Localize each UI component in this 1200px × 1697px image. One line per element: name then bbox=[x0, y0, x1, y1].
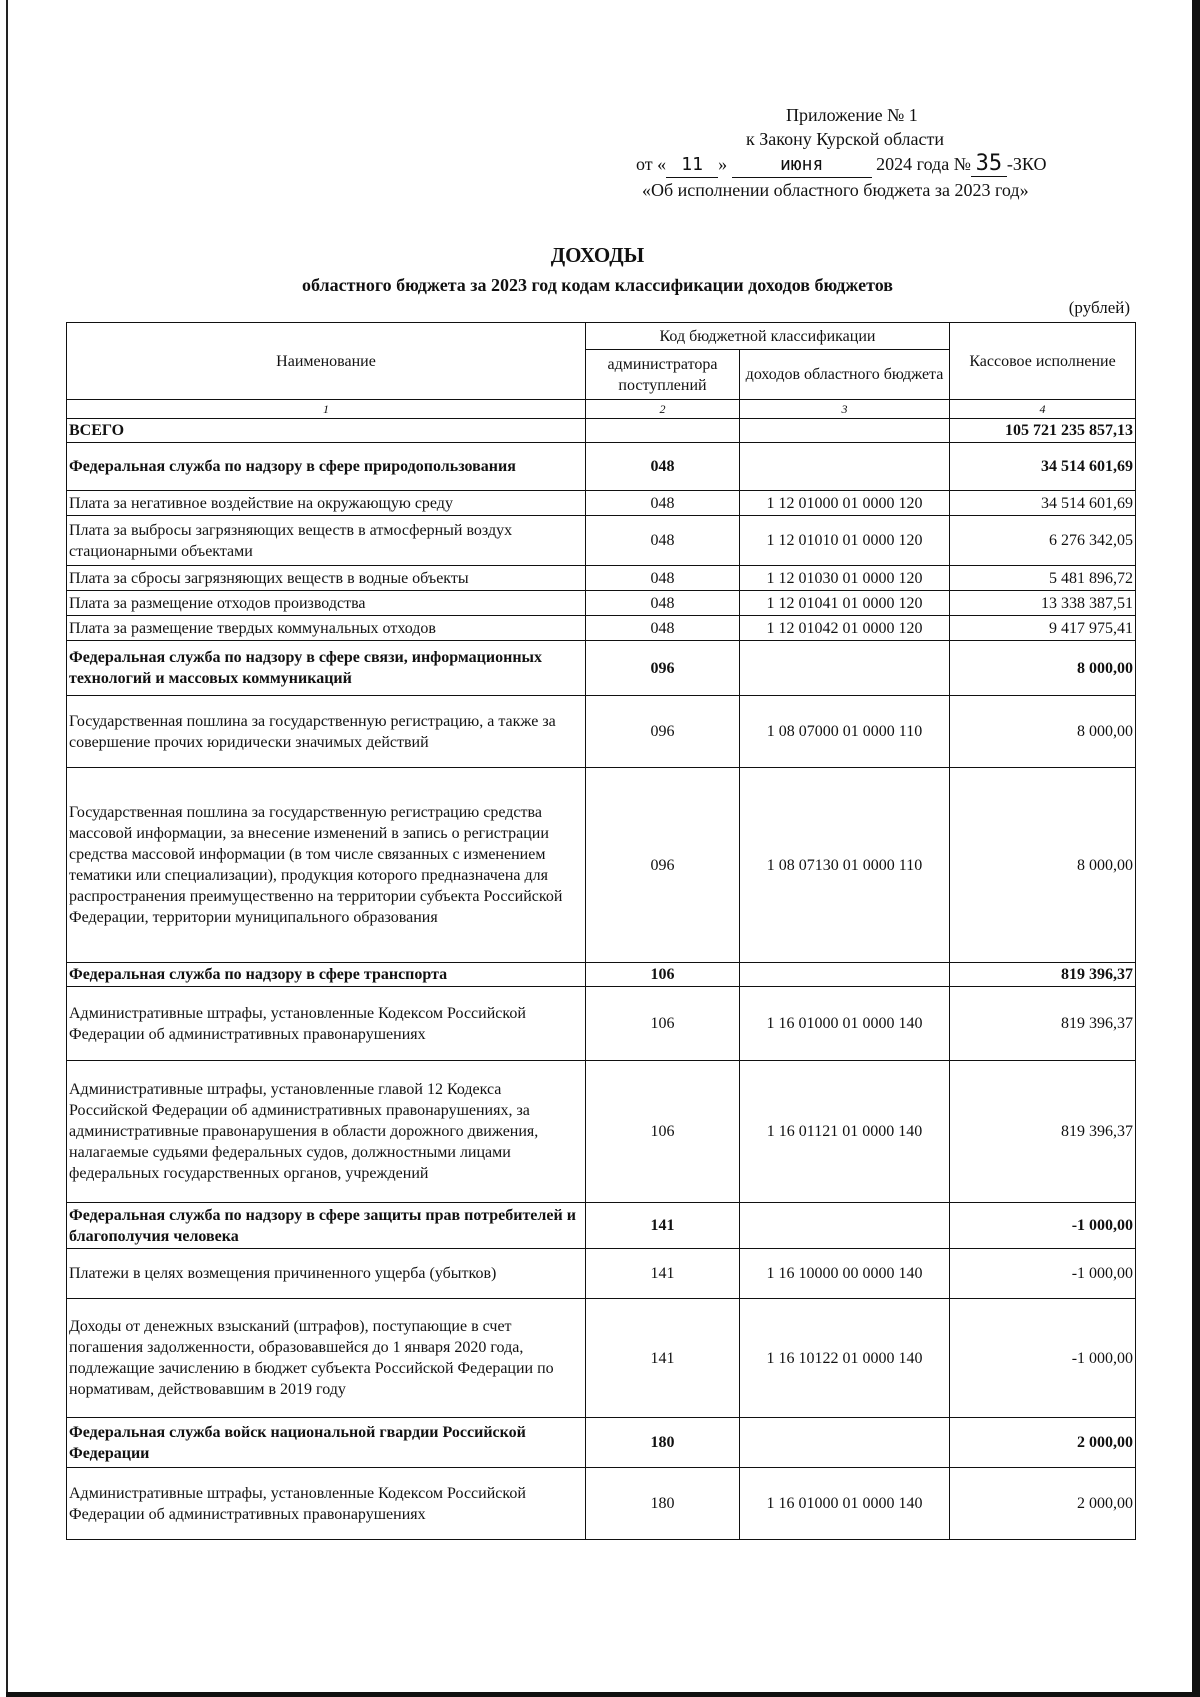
row-amount: 819 396,37 bbox=[950, 987, 1136, 1061]
col-number-3: 3 bbox=[740, 400, 950, 419]
date-year: 2024 года № bbox=[876, 154, 971, 174]
table-row bbox=[67, 987, 1136, 1061]
row-name: Государственная пошлина за государственную регистрацию средства массовой информации, за внесение изменений в запись о регистрации средства массовой информации (в том числе связанных с изменением тематики или специализации), продукция которого предназначена для распространения преимущественно на территории субъекта Российской Федерации, территории муниципального образования bbox=[67, 768, 586, 963]
header-code-group: Код бюджетной классификации bbox=[586, 323, 950, 350]
header-execution: Кассовое исполнение bbox=[950, 323, 1136, 400]
row-code: 1 08 07000 01 0000 110 bbox=[740, 696, 950, 768]
row-administrator: 048 bbox=[586, 516, 740, 566]
row-administrator: 048 bbox=[586, 443, 740, 491]
row-name: Плата за размещение отходов производства bbox=[67, 591, 586, 616]
row-code bbox=[740, 963, 950, 987]
row-amount: -1 000,00 bbox=[950, 1299, 1136, 1418]
row-administrator: 180 bbox=[586, 1468, 740, 1540]
table-row bbox=[67, 443, 1136, 491]
table-row bbox=[67, 1203, 1136, 1249]
col-number-2: 2 bbox=[586, 400, 740, 419]
table-row bbox=[67, 591, 1136, 616]
table-row bbox=[67, 491, 1136, 516]
row-amount: 819 396,37 bbox=[950, 963, 1136, 987]
row-amount: -1 000,00 bbox=[950, 1203, 1136, 1249]
table-row bbox=[67, 516, 1136, 566]
row-name: Административные штрафы, установленные Кодексом Российской Федерации об административных правонарушениях bbox=[67, 1468, 586, 1540]
row-name: Плата за сбросы загрязняющих веществ в водные объекты bbox=[67, 566, 586, 591]
row-administrator: 096 bbox=[586, 641, 740, 696]
row-name: Административные штрафы, установленные Кодексом Российской Федерации об административных правонарушениях bbox=[67, 987, 586, 1061]
row-amount: 6 276 342,05 bbox=[950, 516, 1136, 566]
page-border-bottom bbox=[6, 1692, 1200, 1697]
page-border-right bbox=[1192, 0, 1200, 1697]
table-row bbox=[67, 1418, 1136, 1468]
row-administrator: 096 bbox=[586, 696, 740, 768]
row-name: Федеральная служба войск национальной гвардии Российской Федерации bbox=[67, 1418, 586, 1468]
row-administrator: 180 bbox=[586, 1418, 740, 1468]
date-quote-close: » bbox=[718, 154, 728, 174]
row-name: Плата за негативное воздействие на окружающую среду bbox=[67, 491, 586, 516]
row-administrator: 048 bbox=[586, 616, 740, 641]
col-number-4: 4 bbox=[950, 400, 1136, 419]
row-code: 1 12 01010 01 0000 120 bbox=[740, 516, 950, 566]
row-administrator bbox=[586, 419, 740, 443]
row-code: 1 16 01121 01 0000 140 bbox=[740, 1061, 950, 1203]
header-administrator: администратора поступлений bbox=[586, 350, 740, 400]
revenue-table bbox=[66, 322, 1136, 1540]
header-income-code: доходов областного бюджета bbox=[740, 350, 950, 400]
row-administrator: 048 bbox=[586, 591, 740, 616]
row-name: Федеральная служба по надзору в сфере природопользования bbox=[67, 443, 586, 491]
row-code: 1 12 01030 01 0000 120 bbox=[740, 566, 950, 591]
row-code: 1 16 01000 01 0000 140 bbox=[740, 987, 950, 1061]
row-code bbox=[740, 419, 950, 443]
row-administrator: 141 bbox=[586, 1299, 740, 1418]
row-name: Федеральная служба по надзору в сфере защиты прав потребителей и благополучия человека bbox=[67, 1203, 586, 1249]
table-row bbox=[67, 696, 1136, 768]
row-amount: 5 481 896,72 bbox=[950, 566, 1136, 591]
table-row bbox=[67, 1249, 1136, 1299]
page-border-left bbox=[6, 0, 8, 1697]
row-amount: 8 000,00 bbox=[950, 768, 1136, 963]
row-code: 1 12 01042 01 0000 120 bbox=[740, 616, 950, 641]
row-amount: 2 000,00 bbox=[950, 1468, 1136, 1540]
appendix-law-reference: к Закону Курской области bbox=[746, 129, 944, 149]
table-row bbox=[67, 419, 1136, 443]
row-amount: 819 396,37 bbox=[950, 1061, 1136, 1203]
appendix-law-title: «Об исполнении областного бюджета за 2023 год» bbox=[642, 180, 1029, 200]
row-amount: 105 721 235 857,13 bbox=[950, 419, 1136, 443]
row-administrator: 048 bbox=[586, 566, 740, 591]
table-row bbox=[67, 566, 1136, 591]
row-amount: -1 000,00 bbox=[950, 1249, 1136, 1299]
document-subtitle: областного бюджета за 2023 год кодам классификации доходов бюджетов bbox=[301, 275, 893, 295]
row-code: 1 16 01000 01 0000 140 bbox=[740, 1468, 950, 1540]
row-administrator: 141 bbox=[586, 1249, 740, 1299]
row-name: Плата за выбросы загрязняющих веществ в атмосферный воздух стационарными объектами bbox=[67, 516, 586, 566]
row-name: Федеральная служба по надзору в сфере связи, информационных технологий и массовых коммуникаций bbox=[67, 641, 586, 696]
row-administrator: 106 bbox=[586, 963, 740, 987]
row-administrator: 096 bbox=[586, 768, 740, 963]
row-code: 1 12 01000 01 0000 120 bbox=[740, 491, 950, 516]
row-code: 1 16 10122 01 0000 140 bbox=[740, 1299, 950, 1418]
row-administrator: 106 bbox=[586, 1061, 740, 1203]
units-label: (рублей) bbox=[1068, 298, 1130, 317]
date-month: июня bbox=[732, 153, 872, 178]
row-administrator: 141 bbox=[586, 1203, 740, 1249]
col-number-1: 1 bbox=[67, 400, 586, 419]
row-code bbox=[740, 641, 950, 696]
row-amount: 34 514 601,69 bbox=[950, 491, 1136, 516]
row-code bbox=[740, 1203, 950, 1249]
row-name: Платежи в целях возмещения причиненного ущерба (убытков) bbox=[67, 1249, 586, 1299]
row-amount: 8 000,00 bbox=[950, 641, 1136, 696]
law-number: 35 bbox=[971, 152, 1007, 177]
table-row bbox=[67, 768, 1136, 963]
row-administrator: 048 bbox=[586, 491, 740, 516]
row-code bbox=[740, 443, 950, 491]
row-amount: 2 000,00 bbox=[950, 1418, 1136, 1468]
table-row bbox=[67, 616, 1136, 641]
row-name: Федеральная служба по надзору в сфере транспорта bbox=[67, 963, 586, 987]
appendix-number: Приложение № 1 bbox=[786, 105, 918, 125]
row-amount: 9 417 975,41 bbox=[950, 616, 1136, 641]
row-amount: 34 514 601,69 bbox=[950, 443, 1136, 491]
row-name: Доходы от денежных взысканий (штрафов), поступающие в счет погашения задолженности, образовавшейся до 1 января 2020 года, подлежащие зачислению в бюджет субъекта Российской Федерации по нормативам, действовавшим в 2019 году bbox=[67, 1299, 586, 1418]
table-row bbox=[67, 963, 1136, 987]
law-suffix: -ЗКО bbox=[1006, 154, 1047, 174]
row-code: 1 16 10000 00 0000 140 bbox=[740, 1249, 950, 1299]
appendix-date-line bbox=[636, 152, 1046, 178]
table-row bbox=[67, 1468, 1136, 1540]
document-title-block bbox=[60, 242, 1135, 298]
row-code: 1 08 07130 01 0000 110 bbox=[740, 768, 950, 963]
row-name: Административные штрафы, установленные главой 12 Кодекса Российской Федерации об административных правонарушениях, за административные правонарушения в области дорожного движения, налагаемые судьями федеральных судов, должностными лицами федеральных государственных органов, учреждений bbox=[67, 1061, 586, 1203]
row-administrator: 106 bbox=[586, 987, 740, 1061]
date-prefix: от « bbox=[636, 154, 667, 174]
row-name: ВСЕГО bbox=[67, 419, 586, 443]
table-row bbox=[67, 1061, 1136, 1203]
row-amount: 13 338 387,51 bbox=[950, 591, 1136, 616]
row-amount: 8 000,00 bbox=[950, 696, 1136, 768]
row-name: Плата за размещение твердых коммунальных отходов bbox=[67, 616, 586, 641]
document-title: ДОХОДЫ bbox=[550, 243, 645, 267]
row-code bbox=[740, 1418, 950, 1468]
row-name: Государственная пошлина за государственную регистрацию, а также за совершение прочих юридически значимых действий bbox=[67, 696, 586, 768]
row-code: 1 12 01041 01 0000 120 bbox=[740, 591, 950, 616]
table-row bbox=[67, 641, 1136, 696]
table-row bbox=[67, 1299, 1136, 1418]
header-name: Наименование bbox=[67, 323, 586, 400]
date-day: 11 bbox=[666, 153, 718, 178]
